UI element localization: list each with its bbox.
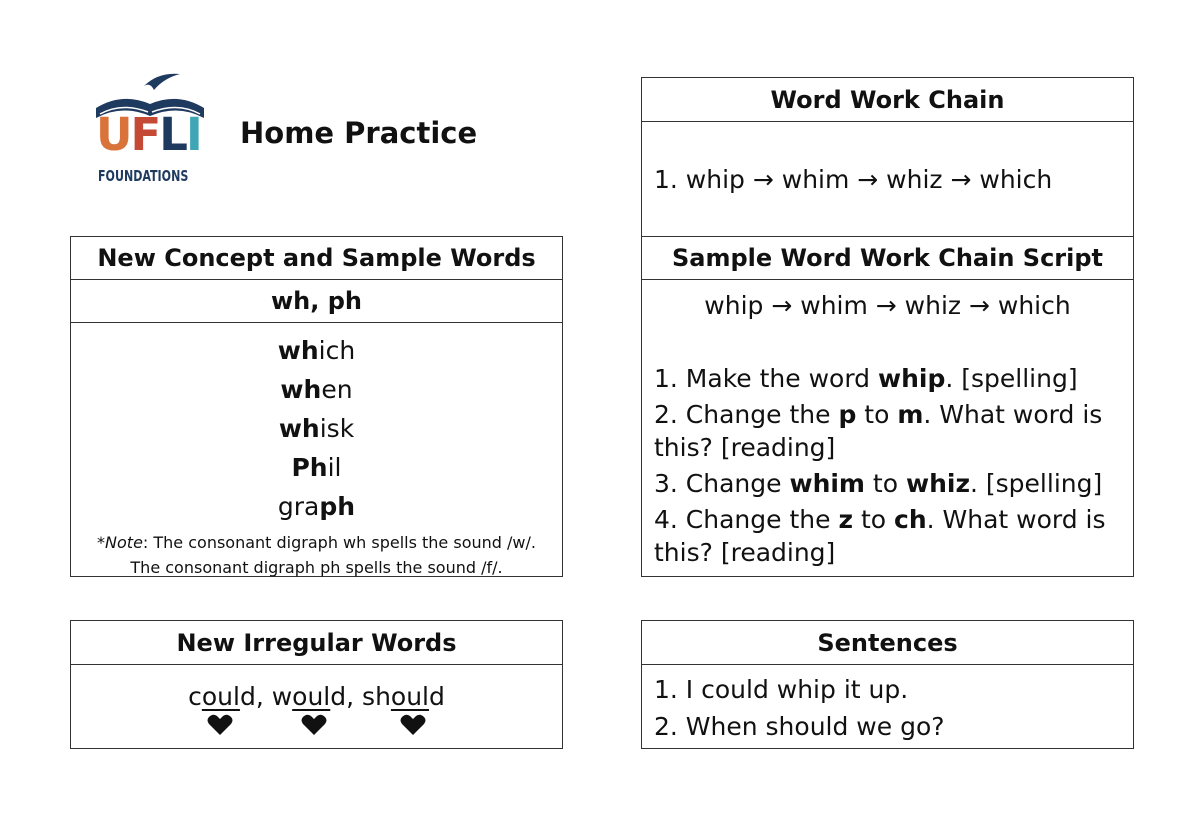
- script-step: 4. Change the z to ch. What word is this? [reading]: [654, 505, 1106, 567]
- sample-word: graph: [277, 492, 356, 521]
- script-step: 2. Change the p to m. What word is this? [reading]: [654, 400, 1103, 462]
- heart-icon: [400, 714, 426, 736]
- sample-word: when: [280, 375, 353, 404]
- page-title: Home Practice: [240, 116, 478, 150]
- script-step: 1. Make the word whip. [spelling]: [654, 364, 1078, 393]
- sentence: 2. When should we go?: [654, 712, 945, 741]
- logo-subtitle: FOUNDATIONS: [98, 167, 189, 185]
- chain-header: Word Work Chain: [642, 78, 1133, 122]
- sample-words-list: [71, 323, 562, 526]
- script-steps: [654, 362, 1117, 572]
- script-sequence: whip → whim → whiz → which: [704, 291, 1071, 320]
- irregular-words-line: could, would, should: [188, 682, 445, 711]
- sentences-header: Sentences: [642, 621, 1133, 665]
- concept-pattern: wh, ph: [71, 280, 562, 323]
- sample-word: Phil: [291, 453, 342, 482]
- sentence: 1. I could whip it up.: [654, 675, 909, 704]
- concept-note: *Note: The consonant digraph wh spells the sound /w/. The consonant digraph ph spells the sound /f/.: [97, 533, 536, 577]
- chain-script-box: [641, 236, 1134, 577]
- sample-word: whisk: [278, 414, 355, 443]
- chain-item: 1. whip → whim → whiz → which: [654, 165, 1053, 194]
- irregular-word: should: [362, 682, 445, 711]
- irregular-header: New Irregular Words: [71, 621, 562, 665]
- script-step: 3. Change whim to whiz. [spelling]: [654, 469, 1103, 498]
- sentences-box: [641, 620, 1134, 749]
- logo-letters: UFLI: [96, 108, 201, 161]
- ufli-logo: [92, 68, 212, 188]
- script-header: Sample Word Work Chain Script: [642, 237, 1133, 280]
- sample-word: which: [277, 336, 356, 365]
- irregular-word: would: [271, 682, 347, 711]
- irregular-word: could: [188, 682, 256, 711]
- concept-header: New Concept and Sample Words: [71, 237, 562, 280]
- word-work-chain-box: [641, 77, 1134, 237]
- heart-icon: [207, 714, 233, 736]
- new-concept-box: [70, 236, 563, 577]
- heart-icon: [301, 714, 327, 736]
